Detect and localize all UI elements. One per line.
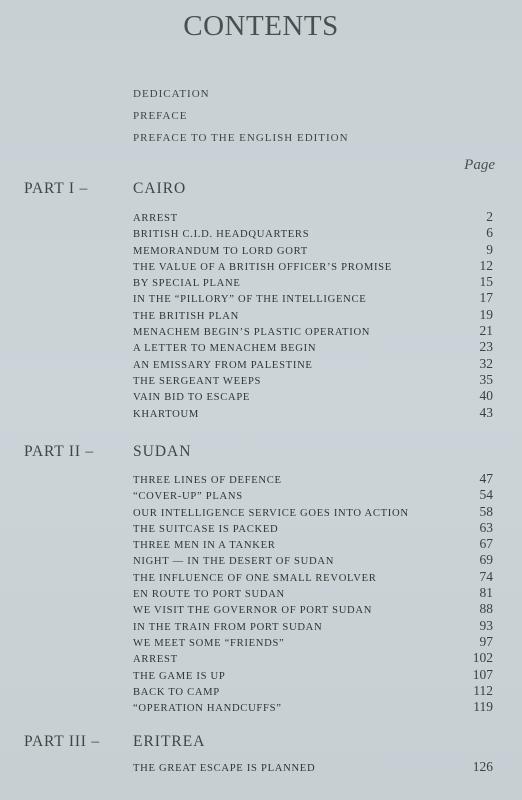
toc-entry-title: THE BRITISH PLAN — [133, 310, 239, 322]
toc-entry — [133, 601, 493, 617]
toc-entry-page: 107 — [472, 666, 493, 682]
toc-entry — [133, 487, 493, 503]
toc-entry-page: 54 — [479, 487, 493, 503]
toc-entry-page: 23 — [479, 339, 493, 355]
toc-entry-page: 17 — [479, 290, 493, 306]
toc-entry — [133, 699, 493, 715]
toc-entry — [133, 339, 493, 355]
toc-entry — [133, 307, 493, 323]
page-title: CONTENTS — [183, 10, 339, 42]
front-matter-dedication: DEDICATION — [133, 88, 210, 100]
toc-entry-title: IN THE “PILLORY” OF THE INTELLIGENCE — [133, 294, 367, 306]
toc-entry — [133, 258, 493, 274]
toc-entry-title: KHARTOUM — [133, 408, 199, 420]
toc-entry-title: THREE LINES OF DEFENCE — [133, 475, 282, 486]
toc-entry — [133, 569, 493, 585]
toc-entry-page: 102 — [472, 650, 493, 666]
part-2-label: PART II – — [24, 443, 95, 460]
toc-entry-page: 63 — [479, 519, 493, 535]
toc-entry-page: 126 — [472, 759, 493, 774]
toc-entry-page: 40 — [479, 388, 493, 404]
toc-entry-title: ARREST — [133, 213, 178, 224]
toc-entry-title: VAIN BID TO ESCAPE — [133, 392, 251, 404]
toc-entry-page: 6 — [486, 225, 493, 241]
toc-entry — [133, 650, 493, 666]
toc-entry-title: WE MEET SOME “FRIENDS” — [133, 637, 285, 649]
front-matter-preface: PREFACE — [133, 110, 188, 122]
toc-entry-page: 74 — [479, 568, 493, 584]
toc-entry-title: OUR INTELLIGENCE SERVICE GOES INTO ACTION — [133, 507, 409, 519]
toc-entry-page: 32 — [479, 355, 493, 371]
part-1-title: CAIRO — [133, 180, 187, 197]
part-1-label: PART I – — [24, 180, 89, 197]
toc-entry-title: MENACHEM BEGIN’S PLASTIC OPERATION — [133, 327, 371, 339]
toc-entry — [133, 209, 493, 225]
toc-entry — [133, 274, 493, 290]
toc-entry — [133, 585, 493, 601]
toc-entry-title: THE VALUE OF A BRITISH OFFICER’S PROMISE — [133, 261, 392, 273]
toc-entry — [133, 388, 493, 404]
toc-entry — [133, 683, 493, 699]
toc-entry-title: IN THE TRAIN FROM PORT SUDAN — [133, 621, 323, 633]
toc-entry-title: “OPERATION HANDCUFFS” — [133, 703, 282, 715]
toc-entry-title: BY SPECIAL PLANE — [133, 278, 241, 290]
toc-entry-page: 43 — [479, 404, 493, 420]
toc-entry — [133, 504, 493, 520]
toc-entry — [133, 471, 493, 487]
toc-entry-page: 58 — [479, 503, 493, 519]
toc-entry-title: A LETTER TO MENACHEM BEGIN — [133, 343, 317, 355]
toc-entry-page: 35 — [479, 371, 493, 387]
toc-entry — [133, 552, 493, 568]
toc-entry-title: MEMORANDUM TO LORD GORT — [133, 245, 308, 257]
toc-entry-title: AN EMISSARY FROM PALESTINE — [133, 359, 313, 371]
part-2-entries — [133, 471, 493, 715]
toc-entry-title: ARREST — [133, 654, 178, 666]
toc-entry-title: THE SUITCASE IS PACKED — [133, 523, 279, 535]
toc-entry-title: THE INFLUENCE OF ONE SMALL REVOLVER — [133, 572, 377, 584]
toc-entry-page: 112 — [473, 682, 493, 698]
toc-entry — [133, 667, 493, 683]
toc-entry-page: 2 — [486, 209, 493, 224]
toc-entry — [133, 634, 493, 650]
toc-entry — [133, 520, 493, 536]
toc-entry — [133, 759, 493, 775]
toc-entry-title: “COVER-UP” PLANS — [133, 491, 243, 503]
toc-entry-title: BACK TO CAMP — [133, 686, 220, 698]
toc-entry-page: 67 — [479, 536, 493, 552]
toc-entry-title: BRITISH C.I.D. HEADQUARTERS — [133, 229, 310, 241]
toc-entry — [133, 225, 493, 241]
toc-entry — [133, 242, 493, 258]
toc-entry — [133, 405, 493, 421]
toc-entry-page: 97 — [479, 633, 493, 649]
toc-entry-page: 93 — [479, 617, 493, 633]
front-matter-preface-english: PREFACE TO THE ENGLISH EDITION — [133, 132, 349, 144]
toc-entry — [133, 618, 493, 634]
toc-entry-title: THE GAME IS UP — [133, 670, 226, 682]
part-3-label: PART III – — [24, 733, 100, 750]
toc-entry-title: EN ROUTE TO PORT SUDAN — [133, 589, 285, 601]
toc-entry-page: 15 — [479, 274, 493, 290]
toc-entry — [133, 323, 493, 339]
toc-entry-title: THE GREAT ESCAPE IS PLANNED — [133, 763, 316, 774]
toc-entry — [133, 372, 493, 388]
toc-entry-page: 69 — [479, 552, 493, 568]
toc-entry-title: NIGHT — IN THE DESERT OF SUDAN — [133, 556, 335, 568]
part-3-entries — [133, 759, 493, 775]
toc-entry — [133, 536, 493, 552]
toc-entry-page: 12 — [479, 257, 493, 273]
toc-entry — [133, 290, 493, 306]
toc-entry-page: 19 — [479, 306, 493, 322]
toc-entry-page: 88 — [479, 601, 493, 617]
toc-entry — [133, 356, 493, 372]
part-1-entries — [133, 209, 493, 421]
toc-entry-page: 47 — [479, 471, 493, 486]
toc-entry-title: WE VISIT THE GOVERNOR OF PORT SUDAN — [133, 605, 373, 617]
toc-entry-title: THREE MEN IN A TANKER — [133, 540, 276, 552]
page-column-header: Page — [464, 157, 495, 173]
toc-entry-page: 9 — [486, 241, 493, 257]
toc-entry-page: 21 — [479, 323, 493, 339]
toc-entry-page: 119 — [473, 699, 493, 715]
part-3-title: ERITREA — [133, 733, 206, 750]
toc-entry-page: 81 — [479, 585, 493, 601]
part-2-title: SUDAN — [133, 443, 192, 460]
toc-entry-title: THE SERGEANT WEEPS — [133, 375, 262, 387]
